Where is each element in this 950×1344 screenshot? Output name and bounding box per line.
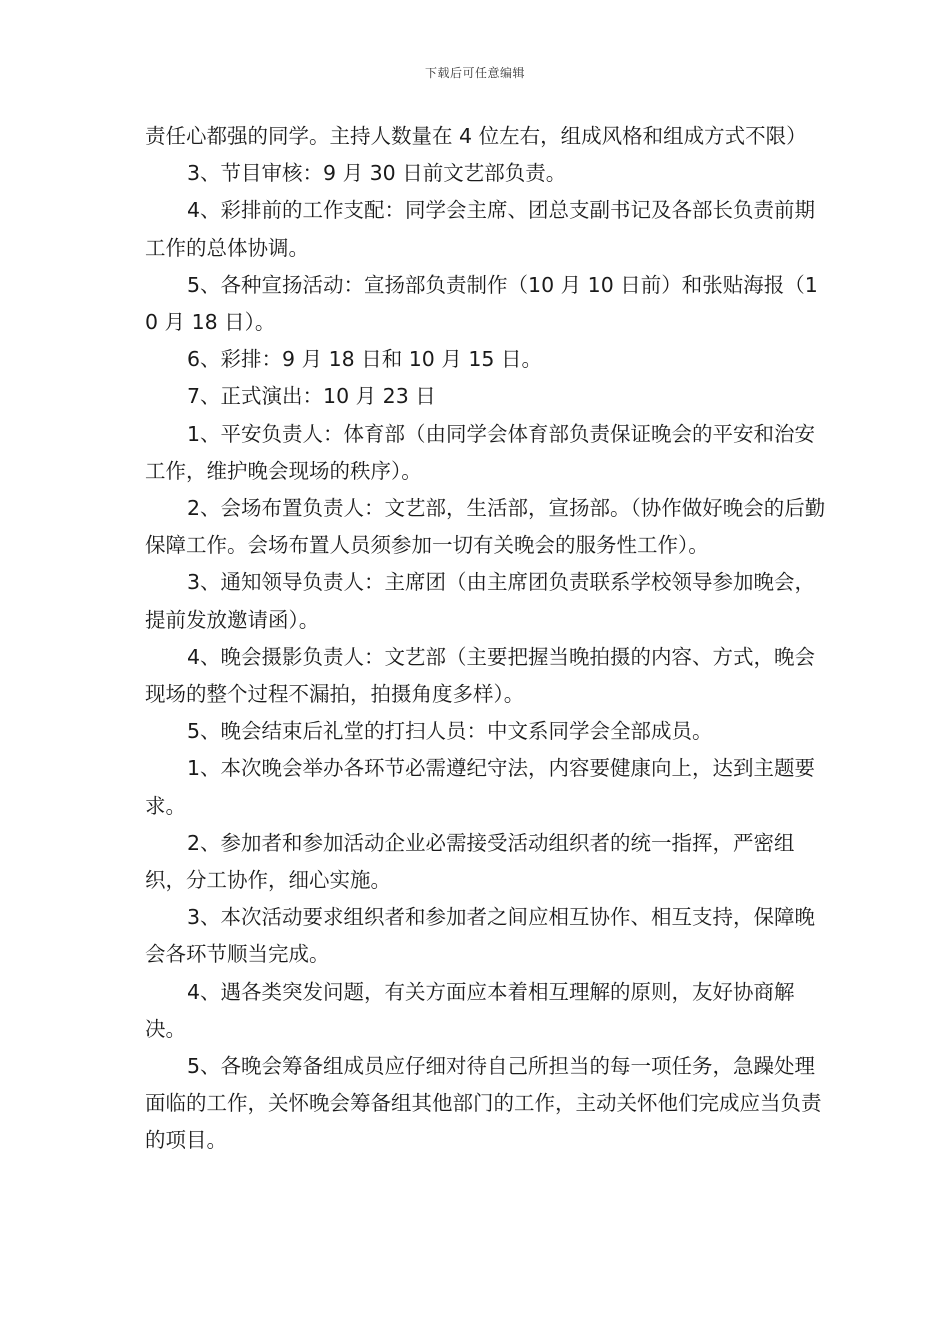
paragraph: 5、各种宣扬活动：宣扬部负责制作（10 月 10 日前）和张贴海报（10 月 18 日）。 [145, 272, 818, 335]
paragraph: 3、通知领导负责人：主席团（由主席团负责联系学校领导参加晚会，提前发放邀请函）。 [145, 570, 816, 632]
paragraph: 5、各晚会筹备组成员应仔细对待自己所担当的每一项任务，急躁处理面临的工作，关怀晚会筹备组其他部门的工作，主动关怀他们完成应当负责的项目。 [145, 1054, 822, 1153]
paragraph: 4、遇各类突发问题，有关方面应本着相互理解的原则，友好协商解决。 [145, 979, 795, 1041]
paragraph: 3、本次活动要求组织者和参加者之间应相互协作、相互支持，保障晚会各环节顺当完成。 [145, 905, 816, 967]
paragraph: 6、彩排：9 月 18 日和 10 月 15 日。 [187, 347, 542, 372]
paragraph: 1、本次晚会举办各环节必需遵纪守法，内容要健康向上，达到主题要求。 [145, 756, 816, 818]
page-header: 下载后可任意编辑 [424, 66, 525, 80]
paragraph: 1、平安负责人：体育部（由同学会体育部负责保证晚会的平安和治安工作，维护晚会现场的秩序）。 [145, 421, 816, 483]
paragraph: 2、参加者和参加活动企业必需接受活动组织者的统一指挥，严密组织，分工协作，细心实施。 [145, 830, 795, 893]
paragraph: 4、晚会摄影负责人：文艺部（主要把握当晚拍摄的内容、方式，晚会现场的整个过程不漏拍，拍摄角度多样）。 [145, 644, 816, 707]
paragraph: 2、会场布置负责人：文艺部，生活部，宣扬部。（协作做好晚会的后勤保障工作。会场布置人员须参加一切有关晚会的服务性工作）。 [145, 496, 826, 558]
document-body [145, 118, 830, 1160]
paragraph: 3、节目审核：9 月 30 日前文艺部负责。 [187, 161, 567, 186]
paragraph: 4、彩排前的工作支配：同学会主席、团总支副书记及各部长负责前期工作的总体协调。 [145, 198, 816, 260]
paragraph: 5、晚会结束后礼堂的打扫人员：中文系同学会全部成员。 [187, 719, 713, 744]
paragraph: 责任心都强的同学。主持人数量在 4 位左右，组成风格和组成方式不限） [145, 124, 807, 148]
paragraph: 7、正式演出：10 月 23 日 [187, 384, 436, 409]
